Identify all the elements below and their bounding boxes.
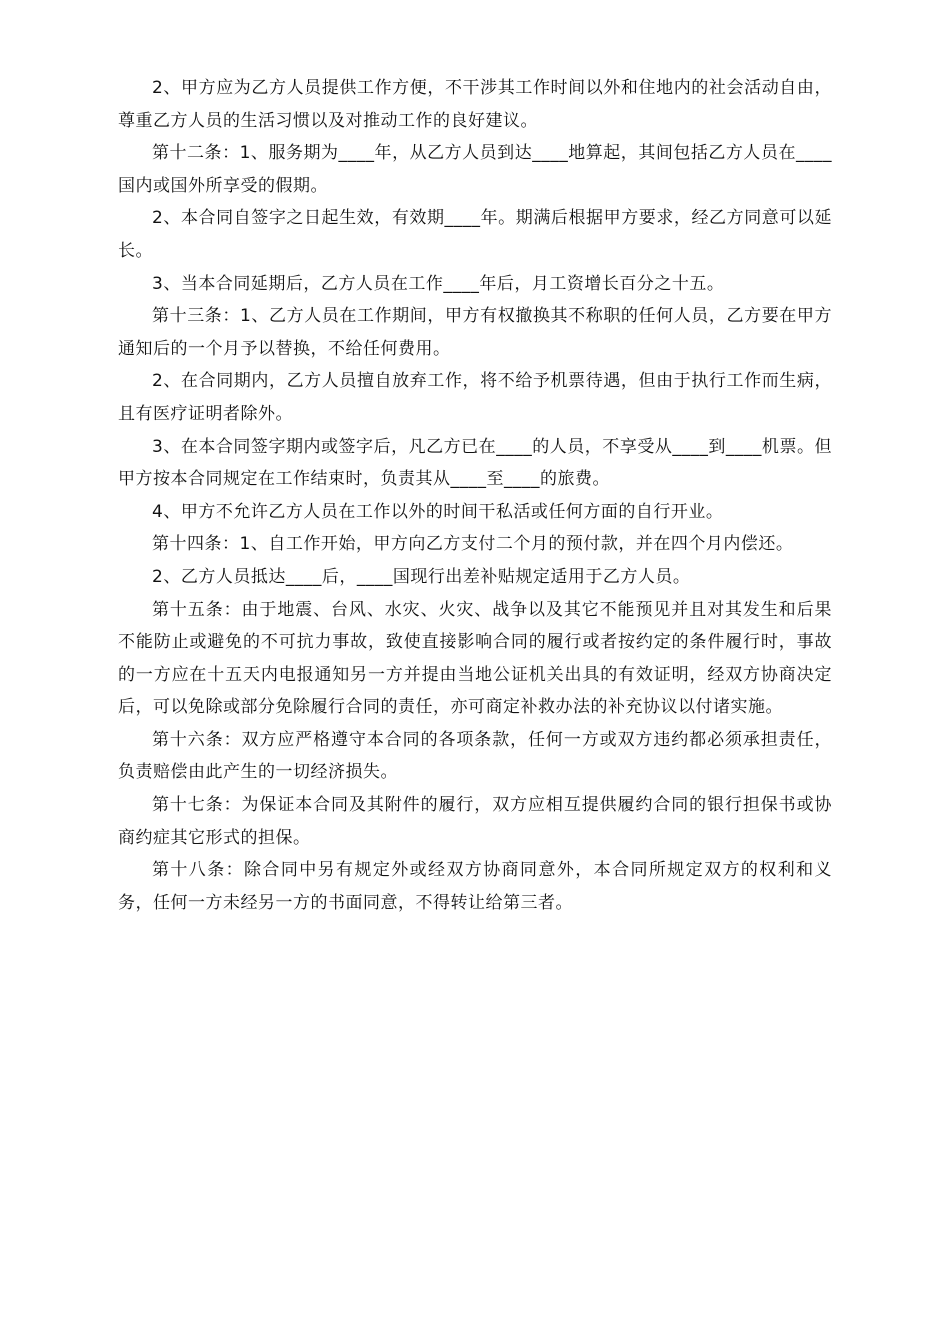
paragraph-article-12-item-2: 2、本合同自签字之日起生效，有效期____年。期满后根据甲方要求，经乙方同意可以延长。 — [118, 208, 832, 261]
paragraph-article-12-item-1: 第十二条：1、服务期为____年，从乙方人员到达____地算起，其间包括乙方人员在____国内或国外所享受的假期。 — [118, 143, 832, 196]
paragraph-article-14-item-2: 2、乙方人员抵达____后，____国现行出差补贴规定适用于乙方人员。 — [152, 566, 691, 587]
paragraph-article-13-item-4: 4、甲方不允许乙方人员在工作以外的时间干私活或任何方面的自行开业。 — [152, 501, 724, 522]
paragraph-article-18: 第十八条：除合同中另有规定外或经双方协商同意外，本合同所规定双方的权利和义务，任何一方未经另一方的书面同意，不得转让给第三者。 — [118, 860, 832, 913]
paragraph-article-17: 第十七条：为保证本合同及其附件的履行，双方应相互提供履约合同的银行担保书或协商约症其它形式的担保。 — [118, 795, 832, 848]
paragraph-article-13-item-2: 2、在合同期内，乙方人员擅自放弃工作，将不给予机票待遇，但由于执行工作而生病，且有医疗证明者除外。 — [118, 371, 832, 424]
paragraph-article-13-item-3: 3、在本合同签字期内或签字后，凡乙方已在____的人员，不享受从____到____机票。但甲方按本合同规定在工作结束时，负责其从____至____的旅费。 — [118, 436, 832, 490]
paragraph-article-14-item-1: 第十四条：1、自工作开始，甲方向乙方支付二个月的预付款，并在四个月内偿还。 — [152, 534, 794, 555]
paragraph-article-16: 第十六条：双方应严格遵守本合同的各项条款，任何一方或双方违约都必须承担责任，负责赔偿由此产生的一切经济损失。 — [118, 729, 832, 783]
paragraph-article-15: 第十五条：由于地震、台风、水灾、火灾、战争以及其它不能预见并且对其发生和后果不能防止或避免的不可抗力事故，致使直接影响合同的履行或者按约定的条件履行时，事故的一方应在十五天内电报通知另一方并提由当地公证机关出具的有效证明，经双方协商决定后，可以免除或部分免除履行合同的责任，亦可商定补救办法的补充协议以付诸实施。 — [118, 599, 832, 718]
paragraph-article-13-item-1: 第十三条：1、乙方人员在工作期间，甲方有权撤换其不称职的任何人员，乙方要在甲方通知后的一个月予以替换，不给任何费用。 — [118, 306, 832, 359]
paragraph-article-11-item-2: 2、甲方应为乙方人员提供工作方便，不干涉其工作时间以外和住地内的社会活动自由，尊重乙方人员的生活习惯以及对推动工作的良好建议。 — [118, 78, 832, 131]
paragraph-article-12-item-3: 3、当本合同延期后，乙方人员在工作____年后，月工资增长百分之十五。 — [152, 273, 725, 294]
